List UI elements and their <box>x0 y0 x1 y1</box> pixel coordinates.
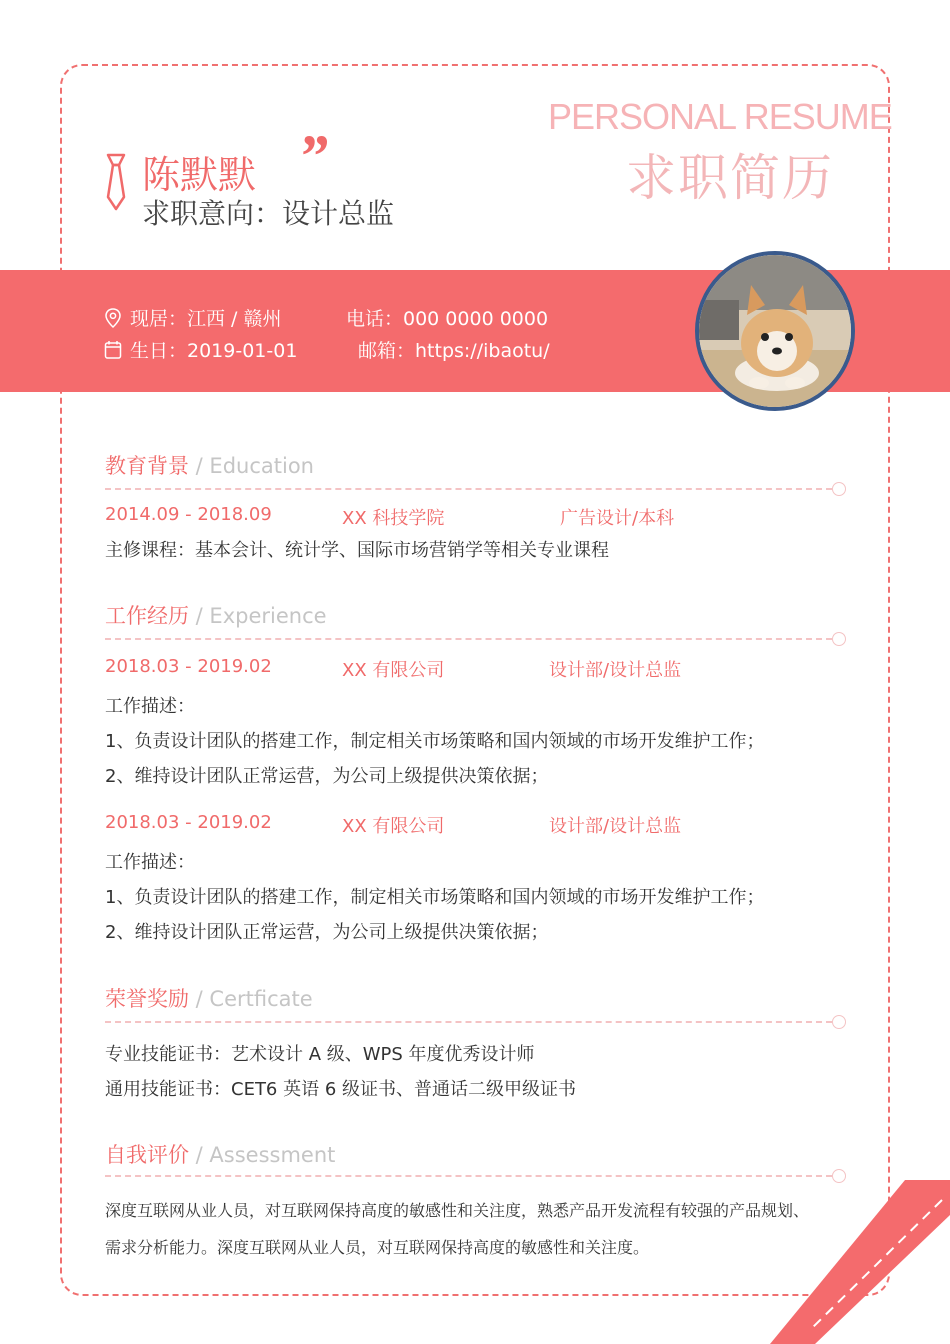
candidate-name: 陈默默 <box>142 153 257 197</box>
job-period: 2018.03 - 2019.02 <box>105 812 272 833</box>
experience-heading-cn: 工作经历 <box>105 604 189 628</box>
title-english: PERSONAL RESUME <box>548 96 892 137</box>
residence-row <box>104 304 281 331</box>
job-desc-line: 1、负责设计团队的搭建工作，制定相关市场策略和国内领域的市场开发维护工作； <box>105 731 765 752</box>
birthday-row <box>104 336 297 363</box>
education-period: 2014.09 - 2018.09 <box>105 504 272 525</box>
job-role: 设计部/设计总监 <box>549 816 682 837</box>
assessment-heading-cn: 自我评价 <box>105 1143 189 1167</box>
education-heading-cn: 教育背景 <box>105 454 189 478</box>
birthday-text: 生日：2019-01-01 <box>130 340 298 362</box>
job-company: XX 有限公司 <box>342 816 445 837</box>
avatar-photo <box>695 251 855 411</box>
job-period: 2018.03 - 2019.02 <box>105 656 272 677</box>
email-row <box>358 336 550 363</box>
education-courses: 主修课程：基本会计、统计学、国际市场营销学等相关专业课程 <box>105 540 609 561</box>
assessment-line: 需求分析能力。深度互联网从业人员，对互联网保持高度的敏感性和关注度。 <box>105 1238 650 1257</box>
honors-line: 通用技能证书：CET6 英语 6 级证书、普通话二级甲级证书 <box>105 1079 577 1100</box>
title-chinese: 求职简历 <box>626 149 834 207</box>
job-desc-line: 2、维持设计团队正常运营，为公司上级提供决策依据； <box>105 922 549 943</box>
experience-heading <box>105 600 327 630</box>
honors-divider-dot <box>832 1015 846 1029</box>
assessment-heading <box>105 1139 335 1169</box>
calendar-icon <box>104 340 122 360</box>
email-text: 邮箱：https://ibaotu/ <box>358 340 550 362</box>
education-school: XX 科技学院 <box>342 508 445 529</box>
honors-heading <box>105 983 313 1013</box>
honors-line: 专业技能证书：艺术设计 A 级、WPS 年度优秀设计师 <box>105 1044 535 1065</box>
job-desc-line: 1、负责设计团队的搭建工作，制定相关市场策略和国内领域的市场开发维护工作； <box>105 887 765 908</box>
quote-mark: ” <box>298 123 328 189</box>
resume-frame <box>60 64 890 1296</box>
job-company: XX 有限公司 <box>342 660 445 681</box>
education-divider-dot <box>832 482 846 496</box>
residence-text: 现居：江西 / 赣州 <box>130 308 282 330</box>
job-desc-label: 工作描述： <box>105 696 195 717</box>
honors-divider <box>105 1021 832 1023</box>
job-desc-label: 工作描述： <box>105 852 195 873</box>
assessment-heading-en: / Assessment <box>189 1143 336 1167</box>
dog-photo <box>699 255 851 407</box>
assessment-line: 深度互联网从业人员，对互联网保持高度的敏感性和关注度，熟悉产品开发流程有较强的产品规划、 <box>105 1201 810 1220</box>
education-heading <box>105 450 314 480</box>
education-heading-en: / Education <box>189 454 314 478</box>
assessment-divider <box>105 1175 832 1177</box>
education-major: 广告设计/本科 <box>560 508 675 529</box>
location-icon <box>104 308 122 328</box>
phone-row <box>346 304 548 331</box>
job-desc-line: 2、维持设计团队正常运营，为公司上级提供决策依据； <box>105 766 549 787</box>
experience-divider-dot <box>832 632 846 646</box>
education-divider <box>105 488 832 490</box>
tie-icon <box>104 153 128 213</box>
honors-heading-cn: 荣誉奖励 <box>105 987 189 1011</box>
job-intent: 求职意向：设计总监 <box>142 197 395 230</box>
experience-heading-en: / Experience <box>189 604 327 628</box>
honors-heading-en: / Certficate <box>189 987 313 1011</box>
job-role: 设计部/设计总监 <box>549 660 682 681</box>
corner-ribbon-decoration <box>770 1180 950 1344</box>
experience-divider <box>105 638 832 640</box>
phone-text: 电话：000 0000 0000 <box>346 308 549 330</box>
